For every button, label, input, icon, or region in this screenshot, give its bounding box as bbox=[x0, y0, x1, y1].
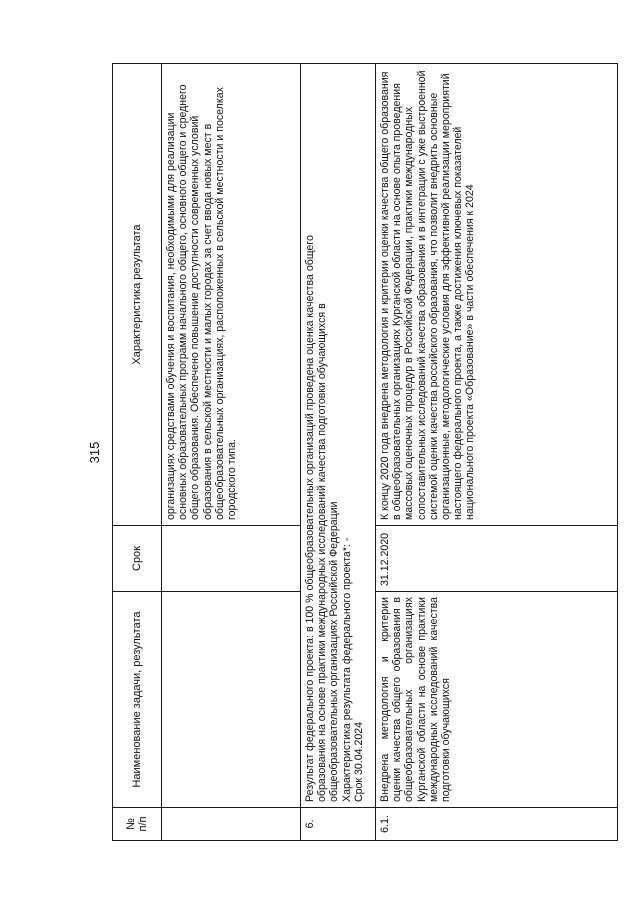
federal-result-line: Срок 30.04.2024 bbox=[352, 721, 365, 802]
header-task: Наименование задачи, результата bbox=[113, 592, 162, 808]
header-num: № п/п bbox=[113, 808, 162, 841]
cell-num: 6. bbox=[301, 808, 376, 841]
cell-task bbox=[162, 592, 301, 808]
cell-term bbox=[162, 526, 301, 592]
cell-federal-result bbox=[301, 64, 376, 808]
table-row bbox=[301, 64, 376, 841]
header-result: Характеристика результата bbox=[113, 64, 162, 526]
federal-result-line: Результат федерального проекта: в 100 % общеобразовательных организаций проведена оценка качества общего bbox=[304, 235, 316, 802]
federal-result-line: общеобразовательных организациях Российской Федерации bbox=[328, 501, 341, 802]
cell-result: К концу 2020 года внедрена методология и критерии оценки качества общего образования в общеобразовательных организациях Курганской области на основе опыта проведения массовых оценочных процедур в Российской Федерации, практики международных сопоставительных исследований качества образования и в интеграции с уже выстроенной системой оценки качества российского образования, что позволит внедрить основные организационные, методологические условия для эффективной реализации мероприятий настоящего федерального проекта, а также достижения ключевых показателей национального проекта «Образование» в части обеспечения к 2024 bbox=[376, 64, 618, 526]
federal-result-line: Характеристика результата федерального проекта*: - bbox=[340, 537, 353, 802]
page-number: 315 bbox=[87, 441, 102, 464]
table-row bbox=[162, 64, 301, 841]
cell-num: 6.1. bbox=[376, 808, 618, 841]
federal-result-line: образования на основе практики международных исследований качества подготовки обучающихся в bbox=[316, 303, 329, 802]
cell-task: Внедрена методология и критерии оценки качества общего образования в общеобразовательных организациях Курганской области на основе практики международных исследований качества подготовки обучающихся bbox=[376, 592, 618, 808]
table-header-row bbox=[113, 64, 162, 841]
cell-result: организациях средствами обучения и воспитания, необходимыми для реализации основных образовательных программ начального общего, основного общего и среднего общего образования. Обеспечено повышение доступности современных условий образования в сельской местности и малых городах за счет ввода новых мест в общеобразовательных организациях, расположенных в сельской местности и поселках городского типа. bbox=[162, 64, 301, 526]
header-term: Срок bbox=[113, 526, 162, 592]
cell-term: 31.12.2020 bbox=[376, 526, 618, 592]
results-table bbox=[112, 63, 618, 841]
table-row bbox=[376, 64, 618, 841]
cell-num bbox=[162, 808, 301, 841]
